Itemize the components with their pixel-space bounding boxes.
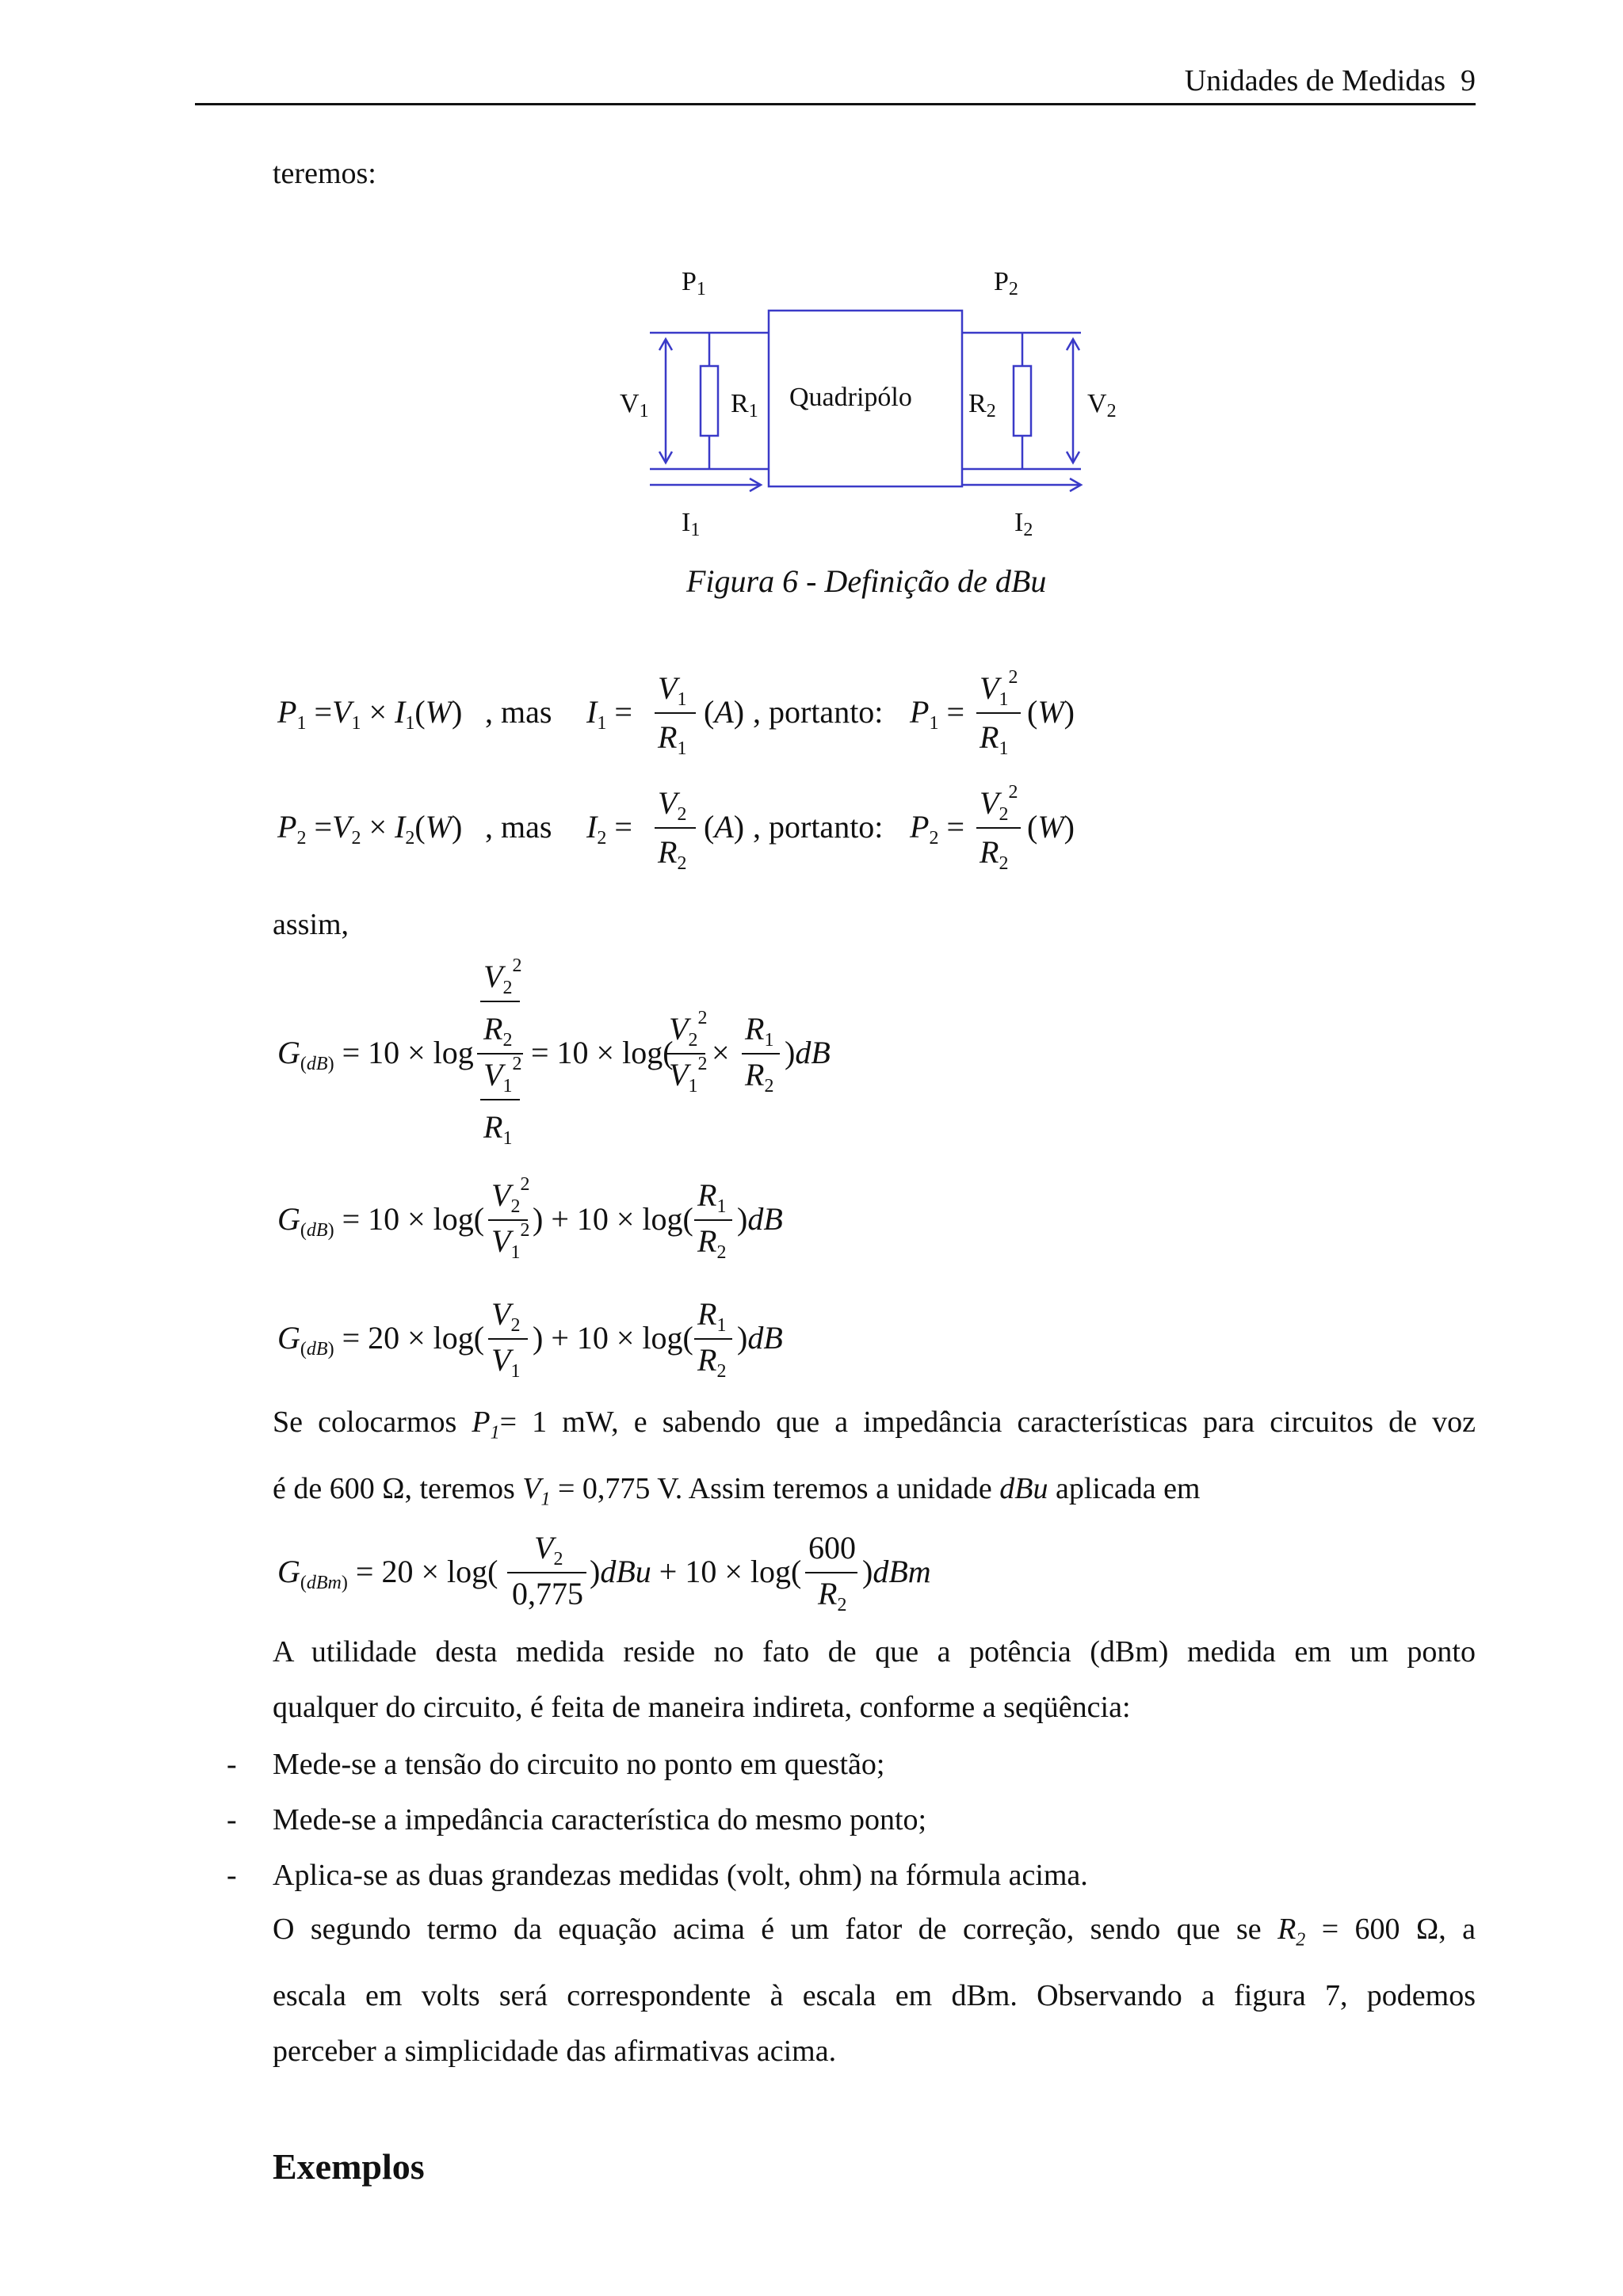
svg-text:V1: $V_1$ [491, 1342, 521, 1382]
bullet-item-1: Mede-se a tensão do circuito no ponto em questão; [273, 1748, 885, 1781]
svg-text:R1: $R_1$ [697, 1177, 727, 1217]
paragraph-3-line-1: O segundo termo da equação acima é um fator de correção, sendo que se $R_2 = 600$ Ω, a [273, 1913, 1476, 1951]
svg-text:V12: $V_1^2$ [669, 1054, 708, 1097]
svg-text:R1: $R_1$ [745, 1011, 774, 1051]
paragraph-3-line-3: perceber a simplicidade das afirmativas acima. [273, 2034, 837, 2068]
svg-text:V22: $V_2^2$ [483, 959, 522, 998]
bullet-dash-3: - [227, 1859, 237, 1892]
svg-text:V22: $V_2^2$ [491, 1174, 530, 1217]
resistor-r1 [701, 366, 718, 436]
label-r2: R2 [968, 389, 996, 421]
equation-power-2 [269, 780, 1141, 883]
eq-portanto-2: , portanto: [753, 809, 884, 845]
svg-text:0,775: 0,775 [512, 1576, 583, 1611]
svg-text:V22: $V_2^2$ [669, 1008, 708, 1051]
svg-text:)dBm: )dBm [862, 1554, 931, 1589]
bullet-dash-1: - [227, 1748, 237, 1781]
bullet-dash-2: - [227, 1803, 237, 1836]
label-r1: R1 [731, 389, 758, 421]
svg-text:R2: $R_2$ [658, 834, 687, 874]
paragraph-1 [273, 1394, 1476, 1527]
svg-text:) + 10 × log(: ) + 10 × log( [533, 1320, 693, 1356]
eq-portanto-1: , portanto: [753, 694, 884, 730]
svg-text:R2: $R_2$ [980, 834, 1009, 874]
svg-text:G(dB) = 10 × log(: $G_(dB) = 10 \times \log$( [277, 1201, 485, 1241]
eq-mas-1: , mas [485, 694, 552, 730]
svg-text:)dBu + 10 × log(: )dBu + 10 × log( [590, 1554, 802, 1589]
svg-text:) + 10 × log(: ) + 10 × log( [533, 1201, 693, 1237]
svg-text:= 10 × log(: = 10 × log( [531, 1035, 674, 1070]
svg-text:R1: $R_1$ [697, 1296, 727, 1336]
paragraph-3-line-2: escala em volts será correspondente à escala em dBm. Observando a figura 7, podemos [273, 1978, 1476, 2012]
paragraph-2-line-1: A utilidade desta medida reside no fato de que a potência (dBm) medida em um ponto [273, 1635, 1476, 1669]
paragraph-2-line-2: qualquer do circuito, é feita de maneira indireta, conforme a seqüência: [273, 1691, 1131, 1724]
svg-text:I1 =: $I_1$ = [586, 694, 632, 734]
equation-gain-1 [254, 959, 967, 1165]
svg-text:G(dB) = 10 × log: $G_(dB) = 10 \times \log$ [277, 1035, 474, 1074]
label-i2: I2 [1014, 508, 1033, 540]
svg-text:R1: $R_1$ [980, 719, 1009, 759]
svg-text:R1: $R_1$ [658, 719, 687, 759]
equation-gain-3 [254, 1291, 967, 1394]
svg-text:R2: $R_2$ [483, 1011, 513, 1051]
resistor-r2 [1014, 366, 1031, 436]
svg-text:(A): (A) [704, 809, 745, 845]
svg-text:I2 =: $I_2$ = [586, 809, 632, 849]
svg-text:V12: $V_1^2$ [980, 667, 1018, 710]
header-title-group [1185, 63, 1476, 98]
header-title: Unidades de Medidas [1184, 64, 1445, 97]
svg-text:V2: $V_2$ [658, 785, 687, 825]
svg-text:600: 600 [808, 1530, 856, 1566]
bullet-item-3: Aplica-se as duas grandezas medidas (volt, ohm) na fórmula acima. [273, 1859, 1088, 1892]
label-p2: P2 [994, 267, 1018, 299]
svg-text:(W): (W) [1027, 809, 1075, 845]
page-header [195, 63, 1476, 105]
paragraph-3 [273, 1901, 1476, 2079]
figure-caption: Figura 6 - Definição de dBu [686, 563, 1047, 599]
svg-text:)dB: )dB [737, 1320, 783, 1356]
svg-text:P1 =V1 × I1(W): $P_1 =V_1 \times I_1(W)$ [277, 694, 463, 734]
svg-text:V22: $V_2^2$ [980, 782, 1018, 825]
svg-text:(W): (W) [1027, 694, 1075, 730]
svg-text:)dB: )dB [737, 1201, 783, 1237]
svg-text:G(dBm) = 20 × log(: $G_(dBm) = 20 \times \log$( [277, 1554, 498, 1593]
svg-text:R2: $R_2$ [697, 1342, 727, 1382]
svg-text:P2 =V2 × I2(W): $P_2 =V_2 \times I_2(W)$ [277, 809, 463, 849]
label-box: Quadripólo [789, 383, 912, 412]
page-number: 9 [1461, 64, 1476, 97]
equation-gain-dbm [254, 1525, 1046, 1628]
svg-text:V1: $V_1$ [658, 670, 687, 710]
svg-text:(A): (A) [704, 694, 745, 730]
svg-text:R2: $R_2$ [818, 1576, 847, 1615]
label-v1: V1 [620, 389, 649, 421]
equation-power-1 [269, 666, 1141, 769]
intro-text: teremos: [273, 157, 376, 190]
paragraph-2 [273, 1624, 1476, 1735]
svg-text:R1: $R_1$ [483, 1109, 513, 1149]
svg-text:P2 =: $P_2$ = [910, 809, 964, 849]
label-p1: P1 [682, 267, 706, 299]
svg-text:R2: $R_2$ [697, 1223, 727, 1263]
quadripole-diagram [602, 261, 1157, 555]
paragraph-1-line-1: Se colocarmos $P_1= 1$ mW, e sabendo que a impedância características para circuitos de voz [273, 1405, 1476, 1444]
svg-text:V12: $V_1^2$ [491, 1220, 530, 1263]
eq-mas-2: , mas [485, 809, 552, 845]
label-v2: V2 [1087, 389, 1117, 421]
section-heading: Exemplos [273, 2146, 425, 2187]
svg-text:×: × [712, 1035, 730, 1070]
svg-text:)dB: )dB [785, 1035, 831, 1070]
svg-text:V2: $V_2$ [534, 1530, 563, 1569]
svg-text:G(dB) = 20 × log(: $G_(dB) = 20 \times \log$( [277, 1320, 485, 1360]
equation-gain-2 [254, 1173, 967, 1276]
assim-text: assim, [273, 908, 349, 941]
bullet-item-2: Mede-se a impedância característica do mesmo ponto; [273, 1803, 927, 1836]
svg-text:P1 =: $P_1$ = [910, 694, 964, 734]
paragraph-1-line-2: é de 600 Ω, teremos $V_1 = 0,775$ V. Assim teremos a unidade dBu aplicada em [273, 1471, 1201, 1510]
svg-text:R2: $R_2$ [745, 1057, 774, 1097]
svg-text:V2: $V_2$ [491, 1296, 521, 1336]
label-i1: I1 [682, 508, 701, 540]
svg-text:V12: $V_1^2$ [483, 1054, 522, 1097]
